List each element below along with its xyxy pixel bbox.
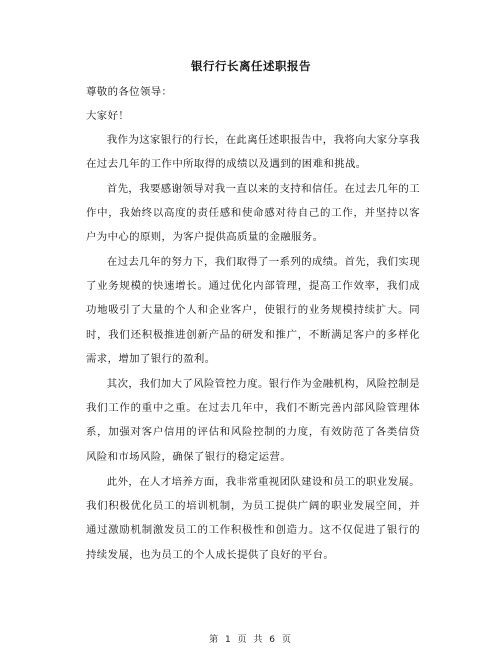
- paragraph-3: 在过去几年的努力下，我们取得了一系列的成绩。首先，我们实现了业务规模的快速增长。通过优化内部管理，提高工作效率，我们成功地吸引了大量的个人和企业客户，使银行的业务规模持续扩大。同时，我们还积极推进创新产品的研发和推广，不断满足客户的多样化需求，增加了银行的盈利。: [86, 256, 420, 365]
- salutation: 尊敬的各位领导：: [86, 86, 173, 98]
- greeting: 大家好！: [86, 110, 130, 122]
- paragraph-5: 此外，在人才培养方面，我非常重视团队建设和员工的职业发展。我们积极优化员工的培训机制，为员工提供广阔的职业发展空间，并通过激励机制激发员工的工作积极性和创造力。这不仅促进了银行的持续发展，也为员工的个人成长提供了良好的平台。: [86, 476, 420, 561]
- document-title: 银行行长离任述职报告: [191, 59, 311, 73]
- paragraph-2: 首先，我要感谢领导对我一直以来的支持和信任。在过去几年的工作中，我始终以高度的责任感和使命感对待自己的工作，并坚持以客户为中心的原则，为客户提供高质量的金融服务。: [86, 183, 420, 244]
- paragraph-4: 其次，我们加大了风险管控力度。银行作为金融机构，风险控制是我们工作的重中之重。在过去几年中，我们不断完善内部风险管理体系，加强对客户信用的评估和风险控制的力度，有效防范了各类信贷风险和市场风险，确保了银行的稳定运营。: [86, 378, 420, 463]
- page-number: 第 1 页 共 6 页: [209, 635, 293, 645]
- paragraph-1: 我作为这家银行的行长，在此离任述职报告中，我将向大家分享我在过去几年的工作中所取得的成绩以及遇到的困难和挑战。: [86, 134, 420, 171]
